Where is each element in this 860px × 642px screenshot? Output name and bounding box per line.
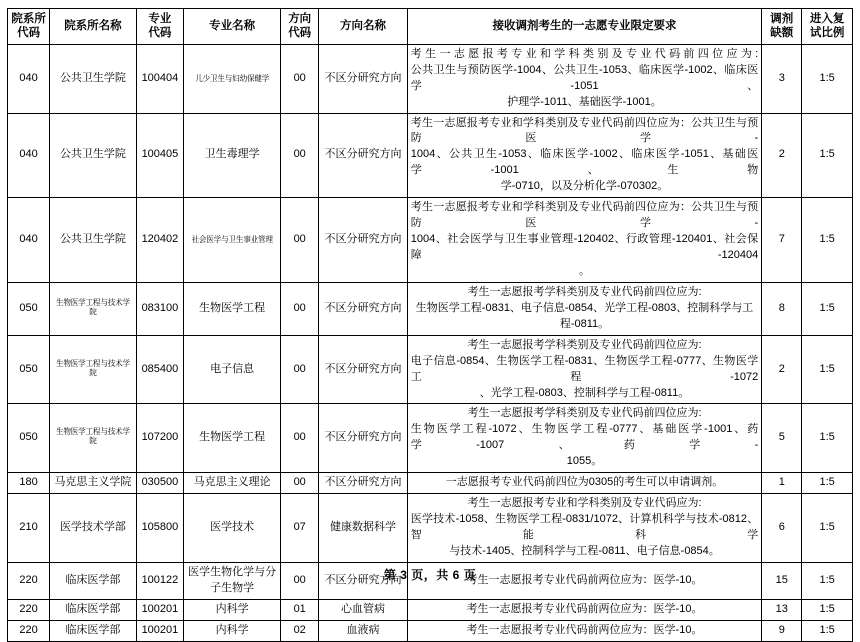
- cell-ratio: 1:5: [802, 562, 853, 599]
- cell-quota: 2: [762, 335, 802, 404]
- cell-requirement: [407, 620, 761, 641]
- requirement-line: 与技术-1405、控制科学与工程-0811、电子信息-0854。: [449, 544, 720, 557]
- requirement-line: 考生一志愿报考专业和学科类别及专业代码前四位应为:: [410, 47, 759, 60]
- cell-dept-code: 040: [8, 44, 50, 113]
- cell-requirement: [407, 198, 761, 283]
- cell-direction-code: 02: [281, 620, 319, 641]
- table-row: [8, 335, 853, 404]
- cell-direction-name: 不区分研究方向: [319, 44, 408, 113]
- cell-requirement: [407, 335, 761, 404]
- major-name-text: 儿少卫生与妇幼保健学: [195, 73, 270, 83]
- cell-direction-name: 不区分研究方向: [319, 404, 408, 473]
- requirement-line: 生物医学工程-0831、电子信息-0854、光学工程-0803、控制科学与工程-0811。: [415, 301, 754, 330]
- cell-dept-name: [50, 282, 137, 335]
- cell-requirement: [407, 44, 761, 113]
- table-row: [8, 473, 853, 494]
- cell-quota: 5: [762, 404, 802, 473]
- cell-major-name: 内科学: [184, 620, 281, 641]
- cell-major-code: 100122: [136, 562, 183, 599]
- column-header-major-name: 专业名称: [184, 9, 281, 45]
- cell-quota: 6: [762, 494, 802, 563]
- requirement-line: 公共卫生与预防医学-1004、公共卫生-1053、临床医学-1002、临床医学-1051、: [410, 63, 759, 92]
- cell-dept-name: 临床医学部: [50, 599, 137, 620]
- table-body: [8, 44, 853, 641]
- cell-dept-code: 050: [8, 335, 50, 404]
- cell-dept-code: 220: [8, 599, 50, 620]
- cell-direction-code: 00: [281, 44, 319, 113]
- cell-requirement: [407, 473, 761, 494]
- cell-quota: 7: [762, 198, 802, 283]
- cell-quota: 3: [762, 44, 802, 113]
- requirement-line: 考生一志愿报考专业和学科类别及专业代码前四位应为：公共卫生与预防医学-: [410, 201, 759, 230]
- dept-name-text: 生物医学工程与技术学院: [55, 426, 130, 446]
- cell-ratio: 1:5: [802, 620, 853, 641]
- requirement-line: 电子信息-0854、生物医学工程-0831、生物医学工程-0777、生物医学工程-1072: [410, 354, 759, 383]
- requirement-line: 1004、公共卫生-1053、临床医学-1002、临床医学-1051、基础医学-1001、生物: [410, 148, 759, 177]
- cell-major-code: 100404: [136, 44, 183, 113]
- cell-major-code: 030500: [136, 473, 183, 494]
- cell-ratio: 1:5: [802, 335, 853, 404]
- cell-direction-code: 01: [281, 599, 319, 620]
- table-row: [8, 620, 853, 641]
- cell-major-name: 电子信息: [184, 335, 281, 404]
- column-header-quota: 调剂 缺额: [762, 9, 802, 45]
- requirement-line: 考生一志愿报考专业代码前两位应为：医学-10。: [466, 623, 703, 636]
- cell-major-code: 085400: [136, 335, 183, 404]
- cell-dept-name: [50, 335, 137, 404]
- cell-direction-name: 血液病: [319, 620, 408, 641]
- cell-major-name: 医学技术: [184, 494, 281, 563]
- table-header: [8, 9, 853, 45]
- cell-requirement: [407, 404, 761, 473]
- requirement-line: 1055。: [566, 455, 603, 468]
- cell-ratio: 1:5: [802, 198, 853, 283]
- cell-ratio: 1:5: [802, 404, 853, 473]
- cell-major-code: 100201: [136, 620, 183, 641]
- cell-major-code: 083100: [136, 282, 183, 335]
- column-header-requirement: 接收调剂考生的一志愿专业限定要求: [407, 9, 761, 45]
- cell-major-name: [184, 44, 281, 113]
- cell-direction-code: 00: [281, 335, 319, 404]
- cell-direction-code: 07: [281, 494, 319, 563]
- cell-dept-code: 220: [8, 620, 50, 641]
- requirement-line: 学-0710，以及分析化学-070302。: [500, 180, 669, 193]
- cell-dept-code: 180: [8, 473, 50, 494]
- cell-direction-name: 健康数据科学: [319, 494, 408, 563]
- cell-direction-code: 00: [281, 198, 319, 283]
- requirement-line: 、光学工程-0803、控制科学与工程-0811。: [479, 386, 690, 399]
- dept-name-text: 生物医学工程与技术学院: [55, 358, 130, 378]
- cell-requirement: [407, 113, 761, 198]
- requirement-line: 。: [579, 264, 590, 277]
- cell-ratio: 1:5: [802, 599, 853, 620]
- requirement-line: 生物医学工程-1072、生物医学工程-0777、基础医学-1001、药学-1007、药学-: [410, 423, 759, 452]
- cell-dept-name: 公共卫生学院: [50, 198, 137, 283]
- column-header-ratio: 进入复 试比例: [802, 9, 853, 45]
- cell-quota: 13: [762, 599, 802, 620]
- cell-ratio: 1:5: [802, 282, 853, 335]
- requirement-line: 考生一志愿报考专业代码前两位应为：医学-10。: [466, 602, 703, 615]
- cell-dept-name: 医学技术学部: [50, 494, 137, 563]
- cell-quota: 1: [762, 473, 802, 494]
- cell-quota: 8: [762, 282, 802, 335]
- cell-direction-code: 00: [281, 113, 319, 198]
- cell-direction-code: 00: [281, 404, 319, 473]
- page-footer: 第 3 页，共 6 页: [383, 568, 477, 582]
- cell-major-name: 卫生毒理学: [184, 113, 281, 198]
- requirement-line: 护理学-1011、基础医学-1001。: [507, 95, 662, 108]
- column-header-dept-code: 院系所 代码: [8, 9, 50, 45]
- column-header-direction-name: 方向名称: [319, 9, 408, 45]
- cell-major-name: 马克思主义理论: [184, 473, 281, 494]
- cell-ratio: 1:5: [802, 473, 853, 494]
- requirement-line: 考生一志愿报考学科类别及专业代码前四位应为:: [467, 285, 702, 298]
- requirement-line: 考生一志愿报考学科类别及专业代码前四位应为:: [467, 407, 702, 420]
- cell-quota: 2: [762, 113, 802, 198]
- requirement-line: 1004、社会医学与卫生事业管理-120402、行政管理-120401、社会保障-120404: [410, 233, 759, 261]
- cell-direction-name: 不区分研究方向: [319, 198, 408, 283]
- admission-adjustment-table: [7, 8, 853, 642]
- column-header-dept-name: 院系所名称: [50, 9, 137, 45]
- cell-direction-name: 不区分研究方向: [319, 562, 408, 599]
- cell-dept-code: 040: [8, 113, 50, 198]
- cell-direction-name: 不区分研究方向: [319, 335, 408, 404]
- requirement-line: 考生一志愿报考专业和学科类别及专业代码前四位应为：公共卫生与预防医学-: [410, 116, 759, 145]
- cell-direction-code: 00: [281, 473, 319, 494]
- cell-major-code: 107200: [136, 404, 183, 473]
- cell-ratio: 1:5: [802, 44, 853, 113]
- cell-dept-name: 临床医学部: [50, 562, 137, 599]
- cell-quota: 9: [762, 620, 802, 641]
- cell-dept-code: 050: [8, 404, 50, 473]
- cell-direction-name: 不区分研究方向: [319, 113, 408, 198]
- table-row: [8, 198, 853, 283]
- requirement-line: 医学技术-1058、生物医学工程-0831/1072、计算机科学与技术-0812、智能科学: [410, 513, 759, 541]
- column-header-direction-code: 方向 代码: [281, 9, 319, 45]
- cell-ratio: 1:5: [802, 113, 853, 198]
- major-name-text: 社会医学与卫生事业管理: [191, 234, 273, 245]
- cell-dept-code: 040: [8, 198, 50, 283]
- cell-requirement: [407, 494, 761, 563]
- cell-major-name: 生物医学工程: [184, 282, 281, 335]
- table-row: [8, 282, 853, 335]
- cell-dept-code: 210: [8, 494, 50, 563]
- cell-direction-name: 不区分研究方向: [319, 282, 408, 335]
- cell-quota: 15: [762, 562, 802, 599]
- table-row: [8, 113, 853, 198]
- cell-dept-name: 临床医学部: [50, 620, 137, 641]
- cell-dept-name: 公共卫生学院: [50, 113, 137, 198]
- table-row: [8, 44, 853, 113]
- cell-dept-code: 050: [8, 282, 50, 335]
- cell-major-code: 120402: [136, 198, 183, 283]
- cell-ratio: 1:5: [802, 494, 853, 563]
- cell-major-code: 100405: [136, 113, 183, 198]
- cell-major-name: 内科学: [184, 599, 281, 620]
- cell-major-name: 医学生物化学与分子生物学: [184, 562, 281, 599]
- cell-major-code: 105800: [136, 494, 183, 563]
- requirement-line: 一志愿报考专业代码前四位为0305的考生可以申请调剂。: [445, 476, 724, 489]
- cell-major-name: 生物医学工程: [184, 404, 281, 473]
- table-header-row: [8, 9, 853, 45]
- cell-dept-name: [50, 404, 137, 473]
- column-header-major-code: 专业 代码: [136, 9, 183, 45]
- cell-requirement: [407, 282, 761, 335]
- cell-major-code: 100201: [136, 599, 183, 620]
- cell-direction-code: 00: [281, 282, 319, 335]
- table-row: [8, 494, 853, 563]
- requirement-line: 考生一志愿报考专业和学科类别及专业代码应为:: [467, 497, 702, 510]
- requirement-line: 考生一志愿报考专业代码前两位应为：医学-10。: [466, 573, 703, 586]
- cell-dept-name: 马克思主义学院: [50, 473, 137, 494]
- cell-direction-name: 不区分研究方向: [319, 473, 408, 494]
- cell-major-name: [184, 198, 281, 283]
- cell-direction-code: 00: [281, 562, 319, 599]
- document-page: [0, 8, 860, 636]
- cell-direction-name: 心血管病: [319, 599, 408, 620]
- table-row: [8, 599, 853, 620]
- cell-requirement: [407, 599, 761, 620]
- table-row: [8, 404, 853, 473]
- cell-dept-code: 220: [8, 562, 50, 599]
- requirement-line: 考生一志愿报考学科类别及专业代码前四位应为:: [467, 338, 702, 351]
- cell-dept-name: 公共卫生学院: [50, 44, 137, 113]
- dept-name-text: 生物医学工程与技术学院: [55, 297, 130, 317]
